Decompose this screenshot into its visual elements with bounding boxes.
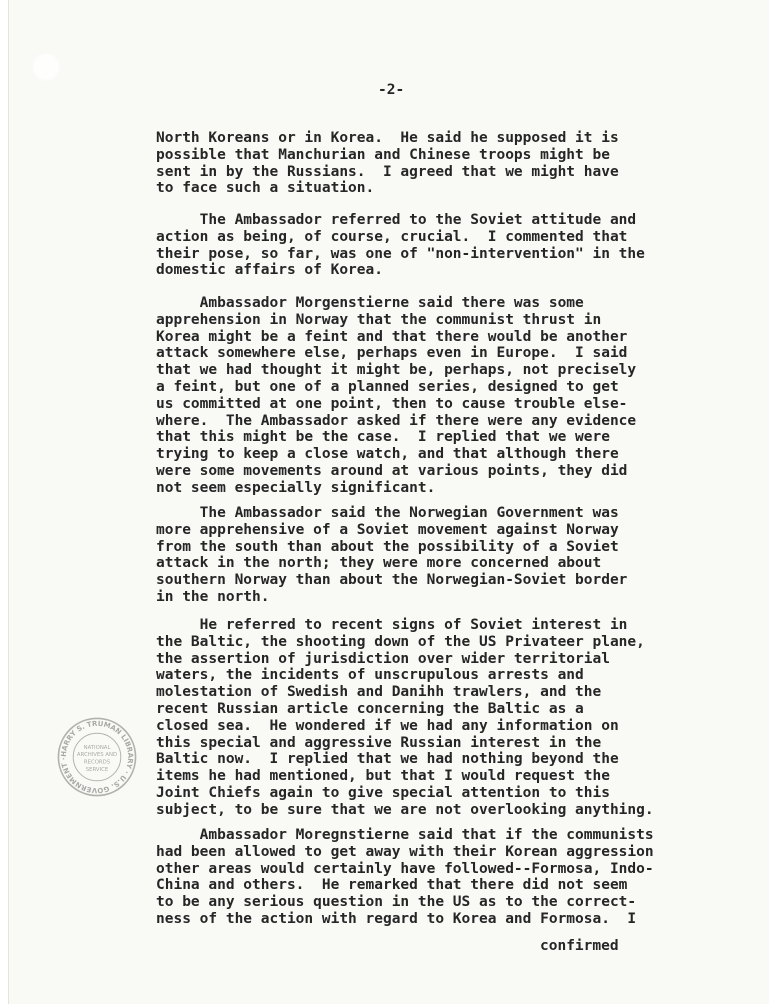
- stamp-line-2: ARCHIVES AND: [76, 752, 118, 759]
- paragraph-3: Ambassador Morgenstierne said there was some apprehension in Norway that the communist thrust in Korea might be a feint and that there would be another attack somewhere else, perhaps even in Europe. I said that we had thought it might be, perhaps, not precisely a feint, but one of a planned series, designed to get us committed at one point, then to cause trouble else- where. The Ambassador asked if there were any evidence that this might be the case. I replied that we were trying to keep a close watch, and that although there were some movements around at various points, they did not seem especially significant.: [156, 295, 637, 496]
- document-page: [8, 0, 769, 1004]
- paragraph-6: Ambassador Moregnstierne said that if the communists had been allowed to get away with their Korean aggression other areas would certainly have followed--Formosa, Indo- China and others. He remarked that there did not seem to be any serious question in the US as to the correct- ness of the action with regard to Korea and Formosa. I: [156, 827, 654, 927]
- punch-hole: [31, 52, 61, 82]
- archive-stamp: [56, 716, 138, 798]
- stamp-line-3: RECORDS: [83, 759, 111, 766]
- paragraph-2: The Ambassador referred to the Soviet attitude and action as being, of course, crucial. I commented that their pose, so far, was one of "non-intervention" in the domestic affairs of Korea.: [156, 212, 645, 279]
- paragraph-5: He referred to recent signs of Soviet interest in the Baltic, the shooting down of the US Privateer plane, the assertion of jurisdiction over wider territorial waters, the incidents of unscrupulous arrests and molestation of Swedish and Danihh trawlers, and the recent Russian article concerning the Baltic as a closed sea. He wondered if we had any information on this special and aggressive Russian interest in the Baltic now. I replied that we had nothing beyond the items he had mentioned, but that I would request the Joint Chiefs again to give special attention to this subject, to be sure that we are not overlooking anything.: [156, 617, 654, 818]
- stamp-line-1: NATIONAL: [83, 744, 111, 751]
- closing-word: confirmed: [540, 938, 619, 954]
- stamp-line-4: SERVICE: [85, 766, 109, 773]
- paragraph-1: North Koreans or in Korea. He said he supposed it is possible that Manchurian and Chinese troops might be sent in by the Russians. I agreed that we might have to face such a situation.: [156, 130, 619, 197]
- paragraph-4: The Ambassador said the Norwegian Government was more apprehensive of a Soviet movement against Norway from the south than about the possibility of a Soviet attack in the north; they were more concerned about southern Norway than about the Norwegian-Soviet border in the north.: [156, 505, 628, 605]
- stamp-ring-text: HARRY S. TRUMAN LIBRARY · U.S. GOVERNMENT ·: [59, 719, 135, 795]
- page-number: -2-: [378, 82, 405, 98]
